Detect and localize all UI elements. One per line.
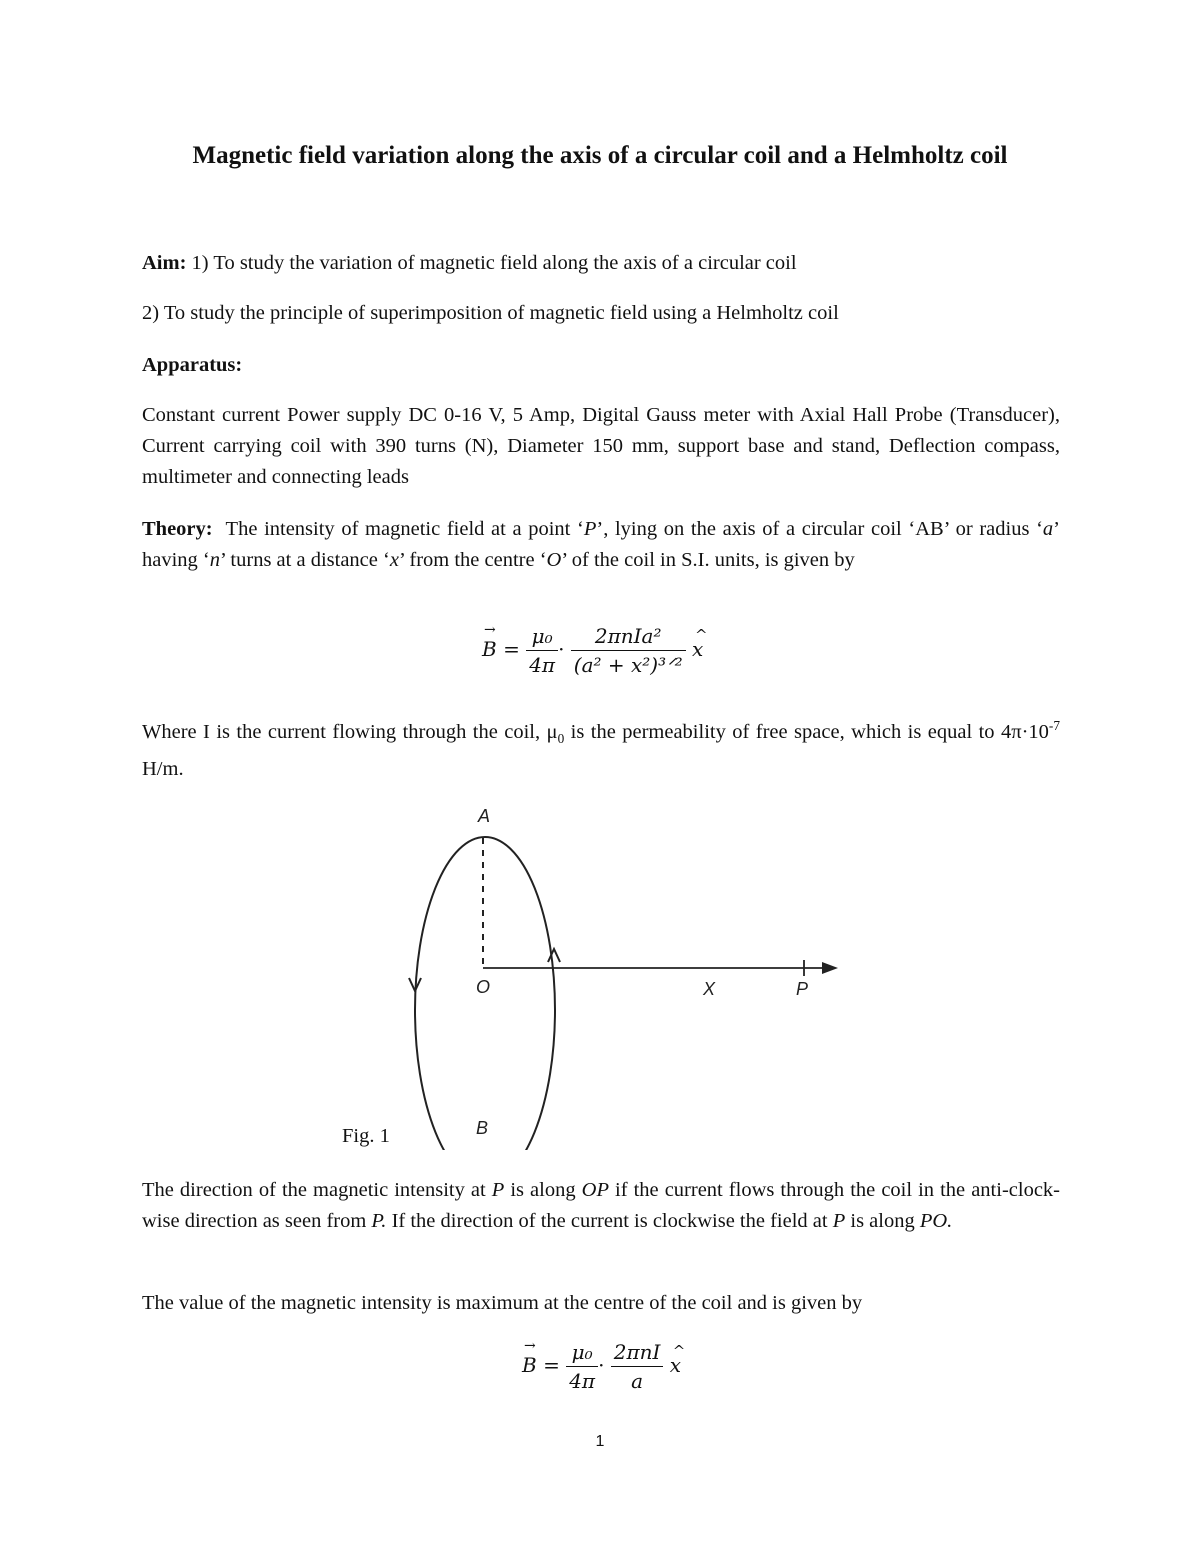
- theory-label: Theory: [142, 518, 206, 540]
- direction-paragraph: The direction of the magnetic intensity at P is along OP if the current flows through the coil in the anti-clock-wise direction as seen from P. If the direction of the current is clockwise the field at P is along PO.: [142, 1179, 1060, 1232]
- equation-field-on-axis: → B = $\frac{\text{μ₀}}{4\pi}$ · $\frac{\text{2πnIa²}}{\text{(a² + x²)³ᐟ²}}$ ^ x: [482, 624, 703, 677]
- axis-arrowhead: [822, 962, 838, 974]
- label-a: A: [478, 806, 491, 826]
- figure-caption: Fig. 1: [342, 1125, 390, 1147]
- label-o: O: [476, 977, 491, 997]
- apparatus-text: Constant current Power supply DC 0-16 V, 5 Amp, Digital Gauss meter with Axial Hall Probe (Transducer), Current carrying coil with 390 turns (N), Diameter 150 mm, support base and stand, Deflection compass, multimeter and connecting leads: [142, 404, 1060, 488]
- aim-line-1: Aim: 1) To study the variation of magnetic field along the axis of a circular coil: [142, 252, 797, 274]
- label-x: X: [703, 979, 716, 999]
- max-intensity-text: The value of the magnetic intensity is maximum at the centre of the coil and is given by: [142, 1292, 863, 1314]
- vector-b-symbol: → B: [482, 637, 497, 661]
- aim-item-1: 1) To study the variation of magnetic field along the axis of a circular coil: [191, 252, 797, 274]
- equation-field-at-centre: → B = $\frac{\text{μ₀}}{4\pi}$ · $\frac{\text{2πnI}}{a}$ ^ x: [522, 1340, 681, 1393]
- vector-b-symbol-2: → B: [522, 1353, 537, 1377]
- page-number: 1: [595, 1433, 605, 1450]
- apparatus-label: Apparatus:: [142, 354, 243, 376]
- where-paragraph: Where I is the current flowing through the coil, $\mu_0$ is the permeability of free space, which is equal to $4\pi\cdot 10^{-7}$ H/m.: [142, 718, 1060, 780]
- coil-diagram: [0, 790, 1200, 1150]
- x-hat-symbol: ^ x: [692, 637, 703, 661]
- current-arrow-up-icon: [548, 949, 560, 962]
- theory-paragraph: Theory: The intensity of magnetic field at a point ‘P’, lying on the axis of a circular coil ‘AB’ or radius ‘a’ having ‘n’ turns at a distance ‘x’ from the centre ‘O’ of the coil in S.I. units, is given by: [142, 518, 1060, 571]
- label-p: P: [796, 979, 809, 999]
- aim-label: Aim: [142, 252, 180, 274]
- label-b: B: [476, 1118, 489, 1138]
- aim-item-2: 2) To study the principle of superimposition of magnetic field using a Helmholtz coil: [142, 302, 839, 324]
- x-hat-symbol-2: ^ x: [670, 1353, 681, 1377]
- page-title: Magnetic field variation along the axis of a circular coil and a Helmholtz coil: [192, 142, 1008, 169]
